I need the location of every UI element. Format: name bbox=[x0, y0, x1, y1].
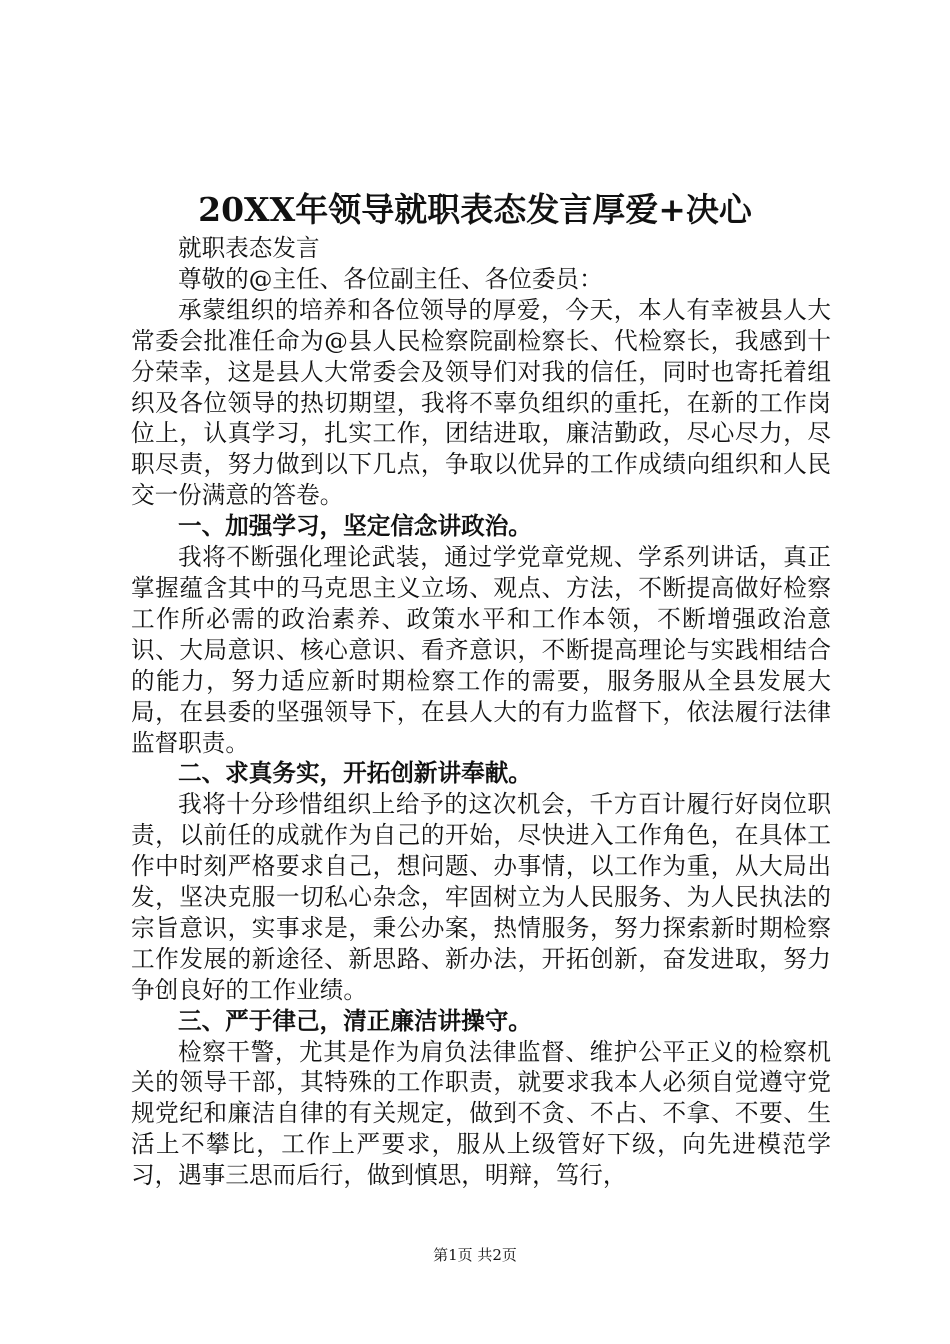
document-title: 20XX年领导就职表态发言厚爱+决心 bbox=[198, 190, 752, 229]
paragraph-section-1: 我将不断强化理论武装，通过学党章党规、学系列讲话，真正掌握蕴含其中的马克思主义立场、观点、方法，不断提高做好检察工作所必需的政治素养、政策水平和工作本领，不断增强政治意识、大局意识、核心意识、看齐意识，不断提高理论与实践相结合的能力，努力适应新时期检察工作的需要，服务服从全县发展大局，在县委的坚强领导下，在县人大的有力监督下，依法履行法律监督职责。 bbox=[131, 543, 831, 757]
paragraph-speech-label: 就职表态发言 bbox=[178, 234, 320, 262]
paragraph-salutation: 尊敬的@主任、各位副主任、各位委员： bbox=[178, 264, 603, 293]
paragraph-section-3: 检察干警，尤其是作为肩负法律监督、维护公平正义的检察机关的领导干部，其特殊的工作职责，就要求我本人必须自觉遵守党规党纪和廉洁自律的有关规定，做到不贪、不占、不拿、不要、生活上不攀比，工作上严要求，服从上级管好下级，向先进模范学习，遇事三思而后行，做到慎思，明辩，笃行， bbox=[131, 1037, 831, 1190]
paragraph-intro: 承蒙组织的培养和各位领导的厚爱，今天，本人有幸被县人大常委会批准任命为@县人民检察院副检察长、代检察长，我感到十分荣幸，这是县人大常委会及领导们对我的信任，同时也寄托着组织及各位领导的热切期望，我将不辜负组织的重托，在新的工作岗位上，认真学习，扎实工作，团结进取，廉洁勤政，尽心尽力，尽职尽责，努力做到以下几点，争取以优异的工作成绩向组织和人民交一份满意的答卷。 bbox=[131, 295, 831, 510]
section-heading-1: 一、加强学习，坚定信念讲政治。 bbox=[178, 512, 532, 541]
section-heading-2: 二、求真务实，开拓创新讲奉献。 bbox=[178, 759, 532, 788]
page-footer: 第1页 共2页 bbox=[433, 1246, 517, 1264]
document-body bbox=[131, 233, 831, 1191]
paragraph-section-2: 我将十分珍惜组织上给予的这次机会，千方百计履行好岗位职责，以前任的成就作为自己的开始，尽快进入工作角色，在具体工作中时刻严格要求自己，想问题、办事情，以工作为重，从大局出发，坚决克服一切私心杂念，牢固树立为人民服务、为人民执法的宗旨意识，实事求是，秉公办案，热情服务，努力探索新时期检察工作发展的新途径、新思路、新办法，开拓创新，奋发进取，努力争创良好的工作业绩。 bbox=[131, 790, 831, 1004]
section-heading-3: 三、严于律己，清正廉洁讲操守。 bbox=[178, 1006, 532, 1035]
